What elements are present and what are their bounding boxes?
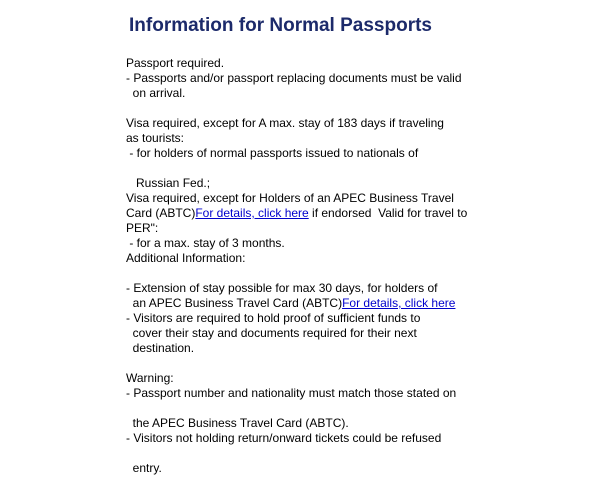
text-line: destination.: [126, 341, 195, 355]
text-line: entry.: [126, 461, 162, 475]
text-line: Passport required.: [126, 56, 225, 70]
page-title: Information for Normal Passports: [129, 15, 432, 36]
passport-info-content: [126, 56, 586, 476]
text-line: - Passport number and nationality must match those stated on: [126, 386, 457, 400]
paragraph-gap: [126, 401, 586, 416]
text-line: Visa required, except for Holders of an APEC Business Travel: [126, 191, 454, 205]
text-line: - Extension of stay possible for max 30 days, for holders of: [126, 281, 438, 295]
text-segment: Card (ABTC): [126, 206, 196, 220]
text-line: Visa required, except for A max. stay of 183 days if traveling: [126, 116, 444, 130]
text-line: - for a max. stay of 3 months.: [126, 236, 285, 250]
text-line: PER":: [126, 221, 159, 235]
text-line: on arrival.: [126, 86, 186, 100]
abtc-details-line: [126, 206, 586, 221]
text-line: the APEC Business Travel Card (ABTC).: [126, 416, 349, 430]
text-line: Additional Information:: [126, 251, 246, 265]
paragraph-gap: [126, 446, 586, 461]
text-line: cover their stay and documents required for their next: [126, 326, 417, 340]
extension-details-line: [126, 296, 586, 311]
text-segment: if endorsed Valid for travel to: [308, 206, 468, 220]
paragraph-gap: [126, 101, 586, 116]
paragraph-gap: [126, 356, 586, 371]
abtc-details-link[interactable]: For details, click here: [195, 206, 309, 220]
text-line: - Visitors are required to hold proof of sufficient funds to: [126, 311, 421, 325]
text-line: - Passports and/or passport replacing documents must be valid: [126, 71, 462, 85]
text-line: as tourists:: [126, 131, 185, 145]
text-line: - Visitors not holding return/onward tickets could be refused: [126, 431, 442, 445]
text-line: Russian Fed.;: [126, 176, 211, 190]
paragraph-gap: [126, 161, 586, 176]
extension-details-link[interactable]: For details, click here: [342, 296, 456, 310]
paragraph-gap: [126, 266, 586, 281]
text-segment: an APEC Business Travel Card (ABTC): [126, 296, 343, 310]
text-line: Warning:: [126, 371, 174, 385]
text-line: - for holders of normal passports issued to nationals of: [126, 146, 419, 160]
